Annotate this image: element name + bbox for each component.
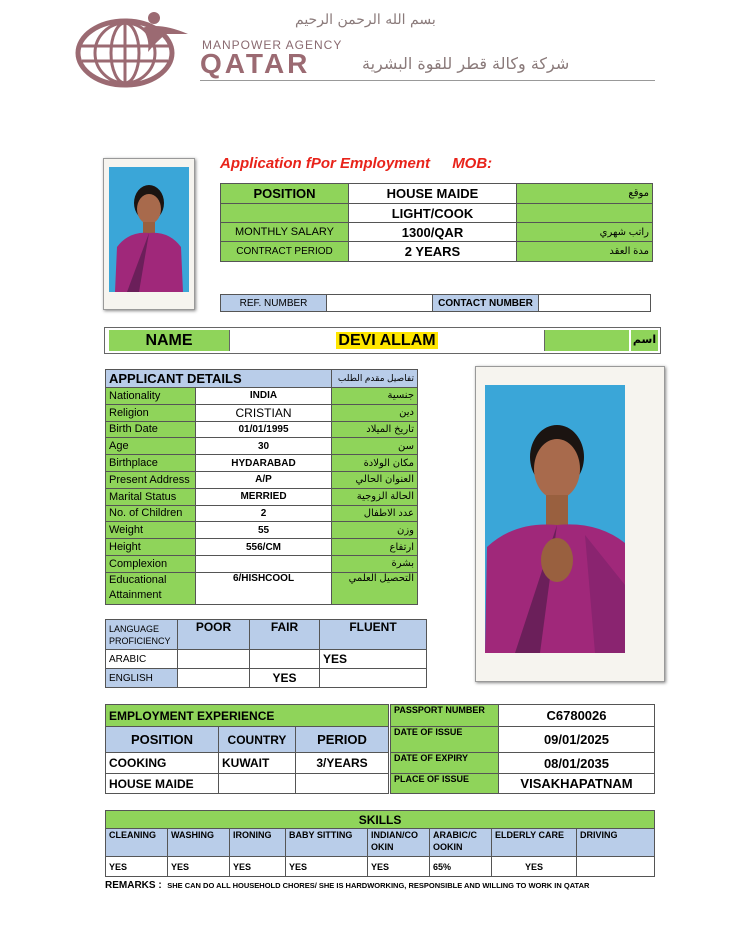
skill-header-line1: ARABIC/C — [433, 830, 477, 840]
employment-col-period: PERIOD — [296, 727, 389, 753]
person-portrait-large-icon — [485, 385, 625, 653]
skill-header — [430, 829, 492, 857]
applicant-field-arabic: سن — [332, 438, 418, 455]
applicant-photo-small — [103, 158, 195, 310]
skill-header — [577, 829, 655, 857]
applicant-row — [106, 505, 418, 522]
person-portrait-icon — [109, 167, 189, 292]
name-value: DEVI ALLAM — [338, 332, 436, 349]
date-of-expiry-value: 08/01/2035 — [499, 753, 655, 774]
position-label: POSITION — [221, 184, 349, 204]
position-table — [220, 183, 653, 262]
applicant-field-value: INDIA — [196, 388, 332, 405]
contact-number-value — [539, 295, 651, 312]
skill-header-line1: WASHING — [171, 830, 215, 840]
skill-header — [286, 829, 368, 857]
skill-header-line1: BABY SITTING — [289, 830, 353, 840]
skill-header-line1: IRONING — [233, 830, 272, 840]
language-header-line1: LANGUAGE — [109, 623, 160, 634]
agency-header — [70, 8, 670, 90]
globe-logo-icon — [70, 8, 190, 88]
agency-name-arabic: شركة وكالة قطر للقوة البشرية — [362, 54, 570, 73]
salary-value: 1300/QAR — [349, 223, 517, 242]
applicant-row — [106, 522, 418, 539]
salary-arabic: راتب شهري — [517, 223, 653, 242]
education-label-line1: Educational — [109, 573, 167, 586]
applicant-field-arabic: ارتفاع — [332, 539, 418, 556]
contact-number-label: CONTACT NUMBER — [433, 295, 539, 312]
language-table — [105, 619, 427, 688]
employment-row-position: COOKING — [106, 753, 219, 774]
employment-col-country: COUNTRY — [219, 727, 296, 753]
applicant-row — [106, 421, 418, 438]
skills-table — [105, 810, 655, 877]
language-english-label: ENGLISH — [106, 669, 178, 688]
applicant-field-value: 2 — [196, 505, 332, 522]
applicant-field-label: Weight — [106, 522, 196, 539]
skill-header-line2: OKIN — [371, 842, 394, 852]
remarks — [105, 880, 665, 894]
position-arabic: موقع — [517, 184, 653, 204]
name-row — [104, 327, 661, 354]
applicant-row — [106, 471, 418, 488]
employment-table — [105, 704, 389, 794]
language-english-poor — [178, 669, 250, 688]
applicant-row — [106, 555, 418, 572]
language-col-fair: FAIR — [250, 620, 320, 650]
name-arabic: اسم — [631, 330, 658, 351]
skill-header-line1: ELDERLY CARE — [495, 830, 565, 840]
position-arabic-2 — [517, 204, 653, 223]
language-col-poor: POOR — [178, 620, 250, 650]
salary-label: MONTHLY SALARY — [221, 223, 349, 242]
language-header-line2: PROFICIENCY — [109, 635, 171, 646]
contract-value: 2 YEARS — [349, 242, 517, 262]
employment-col-position: POSITION — [106, 727, 219, 753]
date-of-expiry-label: DATE OF EXPIRY — [391, 753, 499, 774]
skill-value: YES — [492, 857, 577, 877]
applicant-row — [106, 404, 418, 421]
skills-title: SKILLS — [106, 811, 655, 829]
applicant-field-label: Marital Status — [106, 488, 196, 505]
language-arabic-fluent: YES — [320, 650, 427, 669]
place-of-issue-label: PLACE OF ISSUE — [391, 774, 499, 794]
applicant-field-value: 55 — [196, 522, 332, 539]
mob-label: MOB: — [452, 155, 493, 172]
remarks-text: SHE CAN DO ALL HOUSEHOLD CHORES/ SHE IS HARDWORKING, RESPONSIBLE AND WILLING TO WORK IN QATAR — [167, 881, 590, 890]
application-title — [220, 155, 650, 177]
employment-row-country: KUWAIT — [219, 753, 296, 774]
applicant-field-value: A/P — [196, 471, 332, 488]
education-value: 6/HISHCOOL — [196, 572, 332, 604]
employment-row-period-2 — [296, 774, 389, 794]
skill-header — [106, 829, 168, 857]
place-of-issue-value: VISAKHAPATNAM — [499, 774, 655, 794]
language-arabic-label: ARABIC — [106, 650, 178, 669]
skill-value: 65% — [430, 857, 492, 877]
applicant-field-arabic: بشرة — [332, 555, 418, 572]
skill-header-line2: OOKIN — [433, 842, 463, 852]
applicant-row — [106, 388, 418, 405]
name-value-cell — [229, 330, 545, 351]
skill-value — [577, 857, 655, 877]
position-value: HOUSE MAIDE — [349, 184, 517, 204]
application-title-text: Application fPor Employment — [220, 155, 431, 172]
skill-value: YES — [106, 857, 168, 877]
education-label — [106, 572, 196, 604]
language-english-fair: YES — [250, 669, 320, 688]
position-value-2: LIGHT/COOK — [349, 204, 517, 223]
ref-contact-table — [220, 294, 651, 312]
date-of-issue-label: DATE OF ISSUE — [391, 727, 499, 753]
applicant-field-arabic: العنوان الحالي — [332, 471, 418, 488]
skill-value: YES — [368, 857, 430, 877]
applicant-field-label: Complexion — [106, 555, 196, 572]
applicant-row — [106, 455, 418, 472]
applicant-field-value: 556/CM — [196, 539, 332, 556]
contract-label: CONTRACT PERIOD — [221, 242, 349, 262]
skill-header — [168, 829, 230, 857]
applicant-photo-large — [475, 366, 665, 682]
applicant-field-value: HYDARABAD — [196, 455, 332, 472]
language-arabic-fair — [250, 650, 320, 669]
passport-number-label: PASSPORT NUMBER — [391, 705, 499, 727]
applicant-field-value: 30 — [196, 438, 332, 455]
name-label: NAME — [109, 330, 229, 351]
applicant-field-label: No. of Children — [106, 505, 196, 522]
ref-number-value — [327, 295, 433, 312]
applicant-field-value: MERRIED — [196, 488, 332, 505]
education-label-line2: Attainment — [109, 588, 162, 601]
header-divider — [200, 80, 655, 81]
applicant-field-label: Age — [106, 438, 196, 455]
applicant-details-title: APPLICANT DETAILS — [106, 370, 332, 388]
applicant-field-arabic: عدد الاطفال — [332, 505, 418, 522]
name-spacer — [545, 330, 629, 351]
language-col-fluent: FLUENT — [320, 620, 427, 650]
contract-arabic: مدة العقد — [517, 242, 653, 262]
applicant-field-arabic: تاريخ الميلاد — [332, 421, 418, 438]
language-arabic-poor — [178, 650, 250, 669]
applicant-details-title-arabic: تفاصيل مقدم الطلب — [332, 370, 418, 388]
skill-header — [368, 829, 430, 857]
applicant-field-value: 01/01/1995 — [196, 421, 332, 438]
language-header — [106, 620, 178, 650]
date-of-issue-value: 09/01/2025 — [499, 727, 655, 753]
applicant-field-value: CRISTIAN — [196, 404, 332, 421]
applicant-row — [106, 539, 418, 556]
skill-header-line1: DRIVING — [580, 830, 618, 840]
applicant-field-label: Nationality — [106, 388, 196, 405]
applicant-field-arabic: جنسية — [332, 388, 418, 405]
skill-value: YES — [168, 857, 230, 877]
bismillah-calligraphy: بسم الله الرحمن الرحيم — [295, 12, 436, 28]
applicant-field-label: Height — [106, 539, 196, 556]
applicant-field-label: Present Address — [106, 471, 196, 488]
language-english-fluent — [320, 669, 427, 688]
applicant-field-value — [196, 555, 332, 572]
applicant-field-label: Birth Date — [106, 421, 196, 438]
position-label-2 — [221, 204, 349, 223]
remarks-label: REMARKS : — [105, 880, 162, 891]
employment-row-period: 3/YEARS — [296, 753, 389, 774]
skill-header — [492, 829, 577, 857]
employment-row-country-2 — [219, 774, 296, 794]
applicant-field-arabic: وزن — [332, 522, 418, 539]
applicant-field-label: Religion — [106, 404, 196, 421]
applicant-details-table — [105, 369, 418, 605]
applicant-row — [106, 438, 418, 455]
agency-name-big: QATAR — [200, 48, 311, 79]
applicant-field-arabic: مكان الولادة — [332, 455, 418, 472]
passport-number-value: C6780026 — [499, 705, 655, 727]
skill-value: YES — [230, 857, 286, 877]
ref-number-label: REF. NUMBER — [221, 295, 327, 312]
skill-value: YES — [286, 857, 368, 877]
applicant-field-label: Birthplace — [106, 455, 196, 472]
passport-table — [390, 704, 655, 794]
applicant-field-arabic: دين — [332, 404, 418, 421]
agency-name-small: MANPOWER AGENCY — [202, 38, 343, 52]
employment-title: EMPLOYMENT EXPERIENCE — [106, 705, 389, 727]
skill-header-line1: INDIAN/CO — [371, 830, 418, 840]
employment-row-position-2: HOUSE MAIDE — [106, 774, 219, 794]
applicant-field-arabic: الحالة الزوجية — [332, 488, 418, 505]
applicant-row — [106, 488, 418, 505]
skill-header — [230, 829, 286, 857]
skill-header-line1: CLEANING — [109, 830, 156, 840]
education-arabic: التحصيل العلمي — [332, 572, 418, 604]
